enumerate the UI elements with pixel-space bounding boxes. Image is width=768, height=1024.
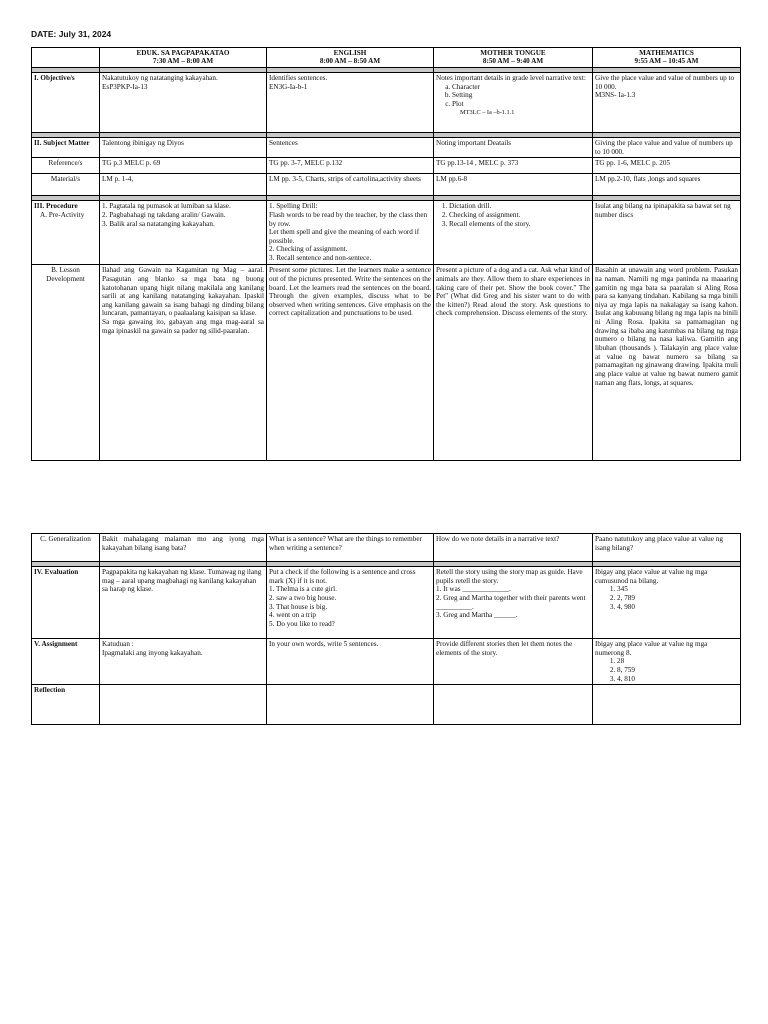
header-mother-tongue: MOTHER TONGUE 8:50 AM – 9:40 AM	[434, 48, 593, 68]
row-label-subject-matter: II. Subject Matter	[32, 138, 100, 158]
cell-eng-objectives: Identifies sentences. EN3G-Ia-b-1	[267, 73, 434, 133]
header-english: ENGLISH 8:00 AM – 8:50 AM	[267, 48, 434, 68]
pre-activity-row	[32, 201, 741, 265]
cell-eng-reflection	[267, 685, 434, 725]
cell-eng-references: TG pp. 3-7, MELC p.132	[267, 158, 434, 174]
row-label-lesson-development: B. Lesson Development	[32, 265, 100, 461]
cell-esp-subject: Talentong ibinigay ng Diyos	[100, 138, 267, 158]
lesson-plan-table-bottom	[31, 533, 741, 725]
cell-math-subject: Giving the place value and value of numbers up to 10 000.	[593, 138, 741, 158]
assignment-row	[32, 639, 741, 685]
lesson-development-row	[32, 265, 741, 461]
header-mathematics: MATHEMATICS 9:55 AM – 10:45 AM	[593, 48, 741, 68]
cell-esp-materials: LM p. 1-4,	[100, 174, 267, 196]
row-label-procedure: III. Procedure A. Pre-Activity	[32, 201, 100, 265]
cell-math-materials: LM pp.2-10, flats ,longs and squares	[593, 174, 741, 196]
materials-row	[32, 174, 741, 196]
row-label-evaluation: IV. Evaluation	[32, 567, 100, 639]
cell-eng-subject: Sentences	[267, 138, 434, 158]
date-label: DATE: July 31, 2024	[31, 29, 112, 39]
cell-mt-pre-activity: 1. Dictation drill. 2. Checking of assignment. 3. Recall elements of the story.	[434, 201, 593, 265]
cell-esp-evaluation: Pagpapakita ng kakayahan ng klase. Tumawag ng ilang mag – aaral upang magbahagi ng kanilang kakayahan sa harap ng klase.	[100, 567, 267, 639]
subject-matter-row	[32, 138, 741, 158]
cell-mt-reflection	[434, 685, 593, 725]
cell-math-references: TG pp. 1-6, MELC p. 205	[593, 158, 741, 174]
cell-mt-materials: LM pp.6-8	[434, 174, 593, 196]
cell-mt-lesson: Present a picture of a dog and a cat. Ask what kind of animals are they. Allow them to share experiences in taking care of their pet. Show the book cover." The Pet" (What did Greg and his sister want to do with the kitten?) Read aloud the story. Ask questions to check comprehension. Discuss elements of the story.	[434, 265, 593, 461]
cell-eng-materials: LM pp. 3-5, Charts, strips of cartolina,activity sheets	[267, 174, 434, 196]
cell-mt-subject: Noting important Deatails	[434, 138, 593, 158]
cell-esp-lesson: Ilahad ang Gawain na Kagamitan ng Mag – aaral. Pasagutan ang blanko sa mga bata ng buong katotohanan upang higit nilang makilala ang kanilang sarili at ang kanilang natatanging kakayahan. Ipaskil ang kanilang gawain sa isang bahagi ng dinding bilang luncaran, pamantayan, o paalaalang kaisipan sa klase. Sa mga gawaing ito, gabayan ang mga mag-aaral sa mga ipinaskil na gawain sa pader ng silid-paaralan.	[100, 265, 267, 461]
cell-math-lesson: Basahin at unawain ang word problem. Pasukan na naman. Namili ng mga paninda na maaaring gamitin ng mga bata sa paaralan si Aling Rosa para sa kanyang tindahan. Kabilang sa mga binili niya ay mga lapis na nakalagay sa isang kahon. Isulat ang kabuuang bilang ng mga lapis na binili ni Aling Rosa. Ipakita sa pamamagitan ng drawing sa ibaba ang katumbas na bilang ng mga numero o bilang na nasa kaliwa. Gamitin ang libuhan (thousands ). Talakayin ang place value at value ng bawat numero sa bilang sa pamamagitan ng ginawang drawing. Ipakita muli ang place value at value ng bawat numero gamit naman ang flats, longs, at squares.	[593, 265, 741, 461]
row-label-reflection: Reflection	[32, 685, 100, 725]
cell-eng-generalization: What is a sentence? What are the things to remember when writing a sentence?	[267, 534, 434, 562]
cell-math-objectives: Give the place value and value of numbers up to 10 000. M3NS- Ia-1.3	[593, 73, 741, 133]
cell-math-pre-activity: Isulat ang bilang na ipinapakita sa bawat set ng number discs	[593, 201, 741, 265]
cell-esp-references: TG p.3 MELC p. 69	[100, 158, 267, 174]
cell-esp-assignment: Katuduan : Ipagmalaki ang inyong kakayahan.	[100, 639, 267, 685]
row-label-assignment: V. Assignment	[32, 639, 100, 685]
header-esp: EDUK. SA PAGPAPAKATAO 7:30 AM – 8:00 AM	[100, 48, 267, 68]
header-blank	[32, 48, 100, 68]
cell-esp-reflection	[100, 685, 267, 725]
cell-math-assignment: Ibigay ang place value at value ng mga numerong 8. 1. 28 2. 8, 759 3. 4, 810	[593, 639, 741, 685]
cell-eng-pre-activity: 1. Spelling Drill: Flash words to be read by the teacher, by the class then by row. Let them spell and give the meaning of each word if possible. 2. Checking of assignment. 3. Recall sentence and non-sentece.	[267, 201, 434, 265]
evaluation-row	[32, 567, 741, 639]
cell-mt-generalization: How do we note details in a narrative text?	[434, 534, 593, 562]
cell-esp-objectives: Nakatutukoy ng natatanging kakayahan. EsP3PKP-Ia-13	[100, 73, 267, 133]
header-row	[32, 48, 741, 68]
row-label-materials: Material/s	[32, 174, 100, 196]
cell-eng-lesson: Present some pictures. Let the learners make a sentence out of the pictures presented. Write the sentences on the board. Let the learners read the sentences on the board. Through the given examples, discuss what to be observed when writing sentences. Give emphasis on the correct capitalization and punctuations to be used.	[267, 265, 434, 461]
cell-eng-assignment: In your own words, write 5 sentences.	[267, 639, 434, 685]
lesson-plan-table-top	[31, 47, 741, 461]
cell-mt-objectives: Notes important details in grade level narrative text: a. Character b. Setting c. Plot MT3LC – Ia –b-1.1.1	[434, 73, 593, 133]
objectives-row	[32, 73, 741, 133]
reflection-row	[32, 685, 741, 725]
generalization-row	[32, 534, 741, 562]
cell-math-evaluation: Ibigay ang place value at value ng mga cumusunod na bilang. 1. 345 2. 2, 789 3. 4, 980	[593, 567, 741, 639]
cell-mt-evaluation: Retell the story using the story map as guide. Have pupils retell the story. 1. It was _____________. 2. Greg and Martha together with their parents went __________. 3. Greg and Martha ______.	[434, 567, 593, 639]
row-label-generalization: C. Generalization	[32, 534, 100, 562]
cell-mt-references: TG pp.13-14 , MELC p. 373	[434, 158, 593, 174]
cell-eng-evaluation: Put a check if the following is a sentence and cross mark (X) if it is not. 1. Thelma is a cute girl. 2. saw a two big house. 3. That house is big. 4. went on a trip 5. Do you like to read?	[267, 567, 434, 639]
cell-esp-pre-activity: 1. Pagtatala ng pumasok at lumiban sa klase. 2. Pagbabahagi ng takdang aralin/ Gawain. 3. Balik aral sa natatanging kakayahan.	[100, 201, 267, 265]
cell-math-reflection	[593, 685, 741, 725]
cell-esp-generalization: Bakit mahalagang malaman mo ang iyong mga kakayahan bilang isang bata?	[100, 534, 267, 562]
row-label-references: Reference/s	[32, 158, 100, 174]
cell-math-generalization: Paano natutukoy ang place value at value ng isang bilang?	[593, 534, 741, 562]
row-label-objectives: I. Objective/s	[32, 73, 100, 133]
cell-mt-assignment: Provide different stories then let them notes the elements of the story.	[434, 639, 593, 685]
references-row	[32, 158, 741, 174]
